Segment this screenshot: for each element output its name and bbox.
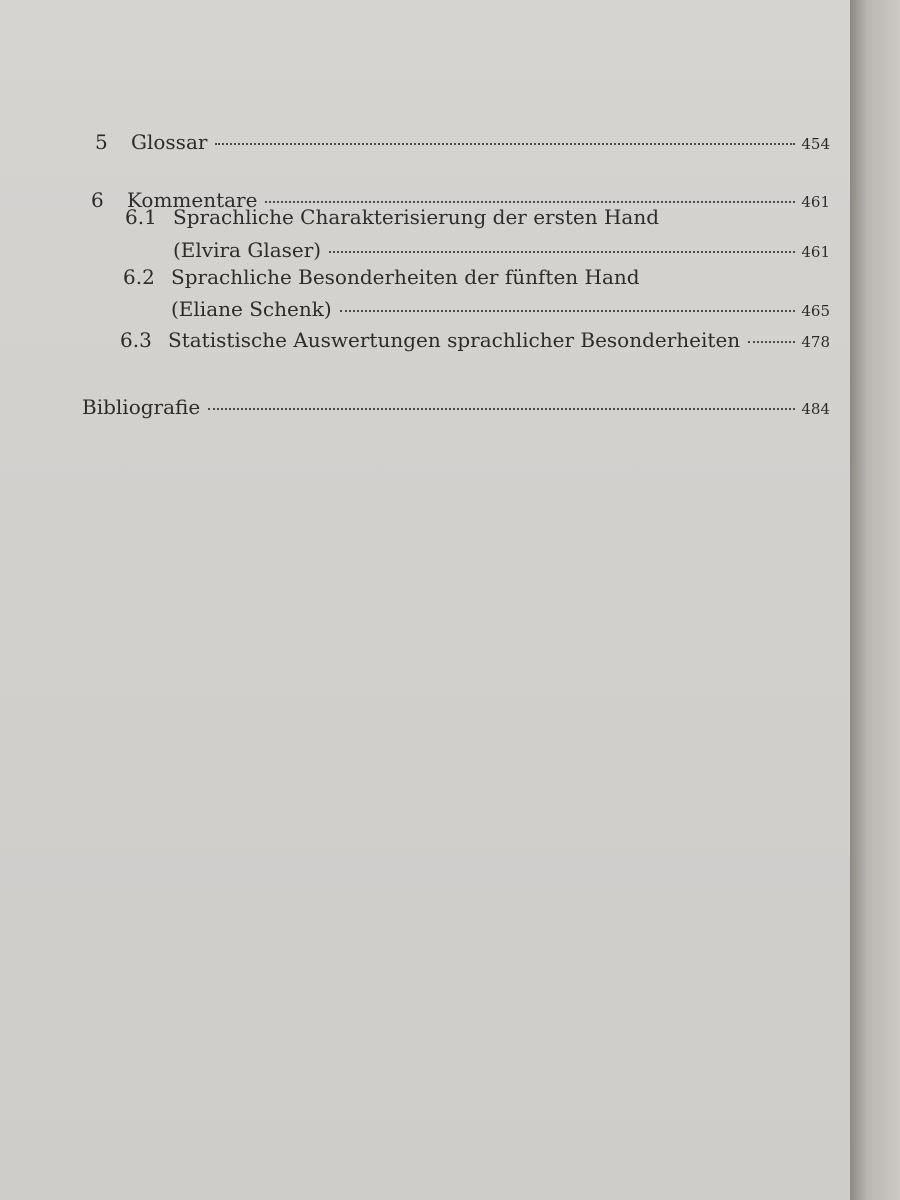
- entry-number: 5: [95, 130, 108, 154]
- toc-entry-bibliografie: [82, 395, 830, 423]
- entry-title: Sprachliche Besonderheiten der fünften Hand: [171, 265, 640, 289]
- toc-entry-glossar: [95, 130, 830, 158]
- dot-leader: [265, 197, 795, 203]
- dot-leader: [340, 306, 796, 312]
- entry-title: Glossar: [131, 130, 208, 154]
- entry-author: (Eliane Schenk): [171, 297, 332, 321]
- entry-page-number: 465: [801, 302, 830, 320]
- entry-number: 6: [91, 188, 104, 212]
- entry-number: 6.1: [125, 205, 157, 229]
- toc-entry-6-2-line1: [123, 265, 830, 293]
- entry-title: Sprachliche Charakterisierung der ersten Hand: [173, 205, 660, 229]
- adjacent-page-edge: [850, 0, 900, 1200]
- dot-leader: [329, 247, 795, 253]
- entry-number: 6.2: [123, 265, 155, 289]
- toc-entry-6-1-line1: [125, 205, 830, 233]
- entry-page-number: 461: [801, 193, 830, 211]
- entry-title: Kommentare: [127, 188, 258, 212]
- entry-page-number: 484: [801, 400, 830, 418]
- toc-entry-6-1-line2: [173, 238, 830, 266]
- entry-title: Statistische Auswertungen sprachlicher Besonderheiten: [168, 328, 741, 352]
- dot-leader: [215, 139, 795, 145]
- toc-entry-6-2-line2: [171, 297, 830, 325]
- toc-entry-6-3: [120, 328, 830, 356]
- dot-leader: [208, 404, 795, 410]
- entry-author: (Elvira Glaser): [173, 238, 322, 262]
- dot-leader: [748, 337, 795, 343]
- entry-page-number: 478: [801, 333, 830, 351]
- entry-number: 6.3: [120, 328, 152, 352]
- entry-title: Bibliografie: [82, 395, 201, 419]
- entry-page-number: 461: [801, 243, 830, 261]
- entry-page-number: 454: [801, 135, 830, 153]
